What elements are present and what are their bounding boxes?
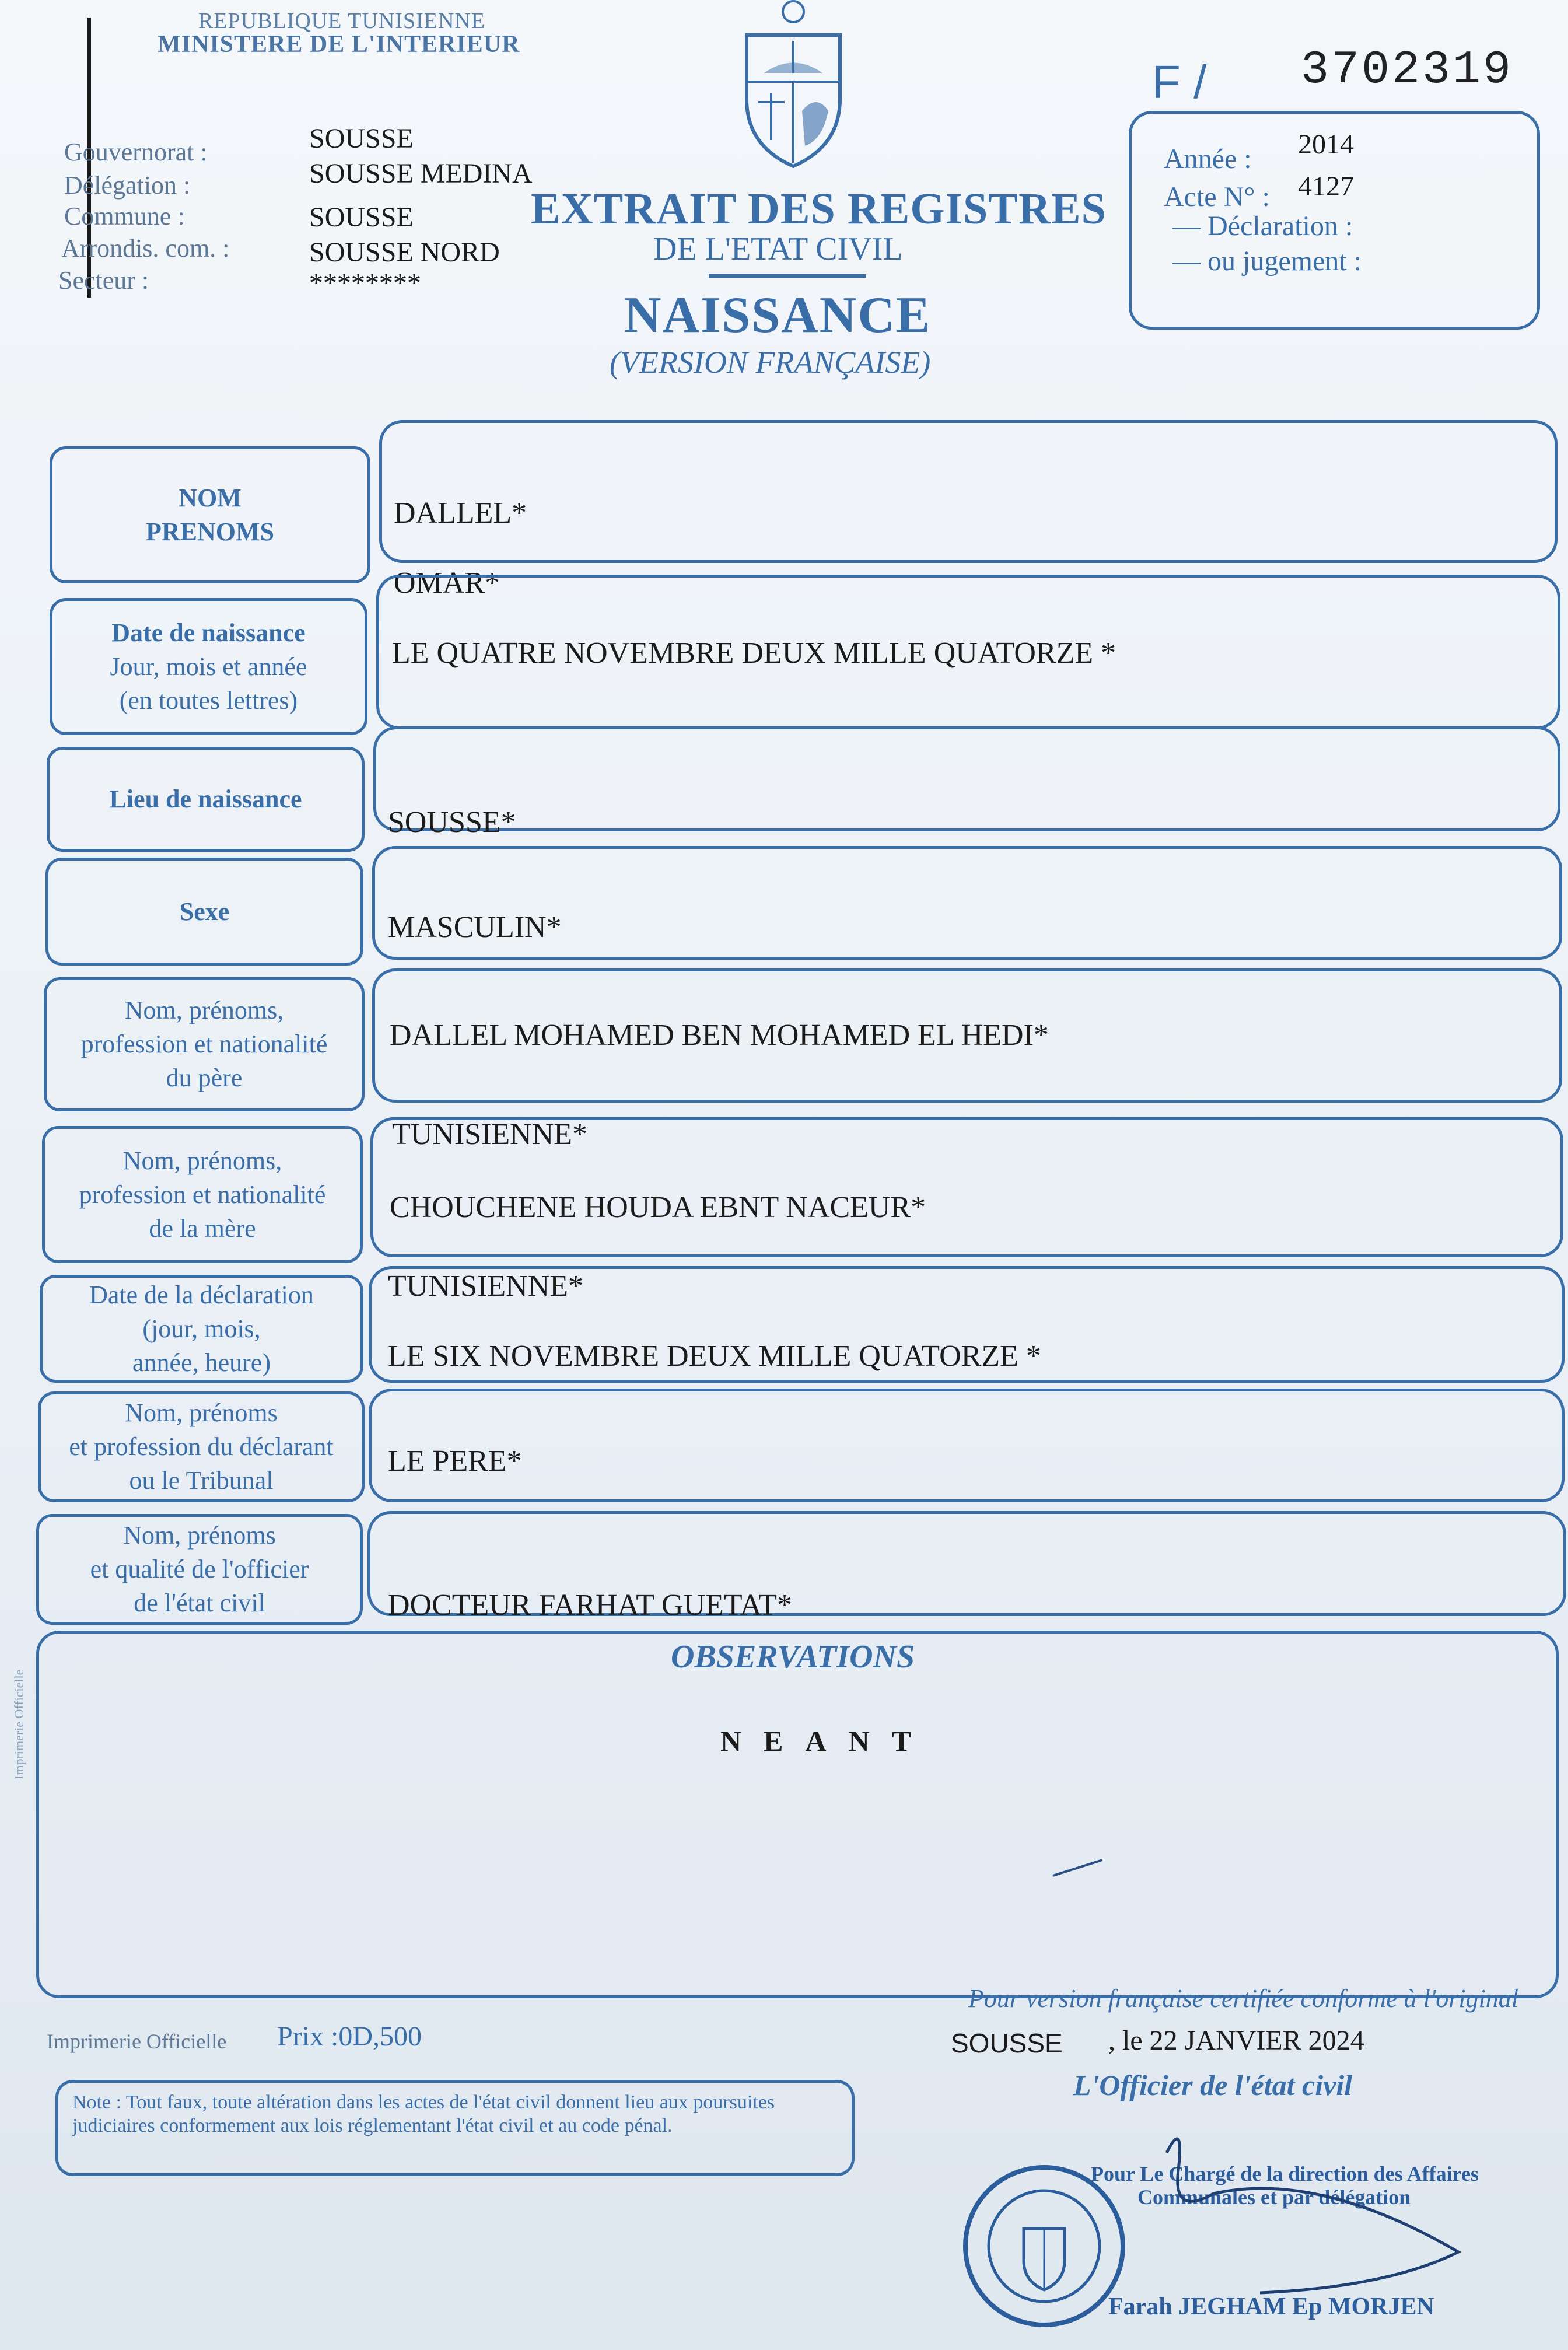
acte-value: 4127: [1298, 171, 1354, 202]
declarant-value: LE PERE*: [388, 1445, 522, 1478]
observations-value: NEANT: [720, 1725, 934, 1757]
arrondissement-label: Arrondis. com. :: [61, 234, 230, 263]
pere-label-2: profession et nationalité: [80, 1030, 328, 1058]
republique-heading: REPUBLIQUE TUNISIENNE: [198, 9, 486, 33]
pen-mark: [1050, 1855, 1108, 1879]
delegation-value: SOUSSE MEDINA: [309, 158, 533, 189]
officier-label-3: de l'état civil: [134, 1589, 265, 1617]
secteur-value: ********: [309, 268, 421, 299]
nom-label-cell: [50, 446, 370, 583]
mere-label-3: de la mère: [149, 1214, 256, 1243]
mere-value: CHOUCHENE HOUDA EBNT NACEUR*: [390, 1191, 926, 1224]
serial-prefix: F /: [1152, 56, 1207, 108]
lieu-value: SOUSSE*: [388, 806, 516, 839]
declaration-label: — Déclaration :: [1172, 211, 1353, 242]
ministere-heading: MINISTERE DE L'INTERIEUR: [158, 31, 520, 58]
observations-title: OBSERVATIONS: [671, 1639, 915, 1675]
commune-value: SOUSSE: [309, 202, 414, 233]
sexe-value: MASCULIN*: [388, 911, 562, 944]
acte-label: Acte N° :: [1164, 181, 1270, 212]
stamp-name: Farah JEGHAM Ep MORJEN: [1108, 2293, 1434, 2320]
issue-place: SOUSSE: [951, 2028, 1063, 2058]
gouvernorat-value: SOUSSE: [309, 123, 414, 154]
officier-value: DOCTEUR FARHAT GUETAT*: [388, 1589, 793, 1622]
annee-value: 2014: [1298, 129, 1354, 160]
prenoms-label: PRENOMS: [146, 517, 274, 546]
annee-label: Année :: [1164, 144, 1252, 174]
tunisia-coat-of-arms-icon: [723, 0, 863, 175]
declaration-label-cell: [40, 1275, 363, 1383]
observations-box: [36, 1631, 1559, 1998]
mere-label-1: Nom, prénoms,: [123, 1146, 282, 1175]
stamp-line-2: Communales et par délégation: [1138, 2185, 1411, 2209]
lieu-value-cell: [373, 726, 1560, 831]
mere-label-2: profession et nationalité: [79, 1180, 326, 1209]
side-imprint: Imprimerie Officielle: [12, 1669, 26, 1779]
imprimerie-label: Imprimerie Officielle: [47, 2030, 227, 2053]
sexe-label-cell: [46, 858, 363, 966]
sexe-label: Sexe: [179, 897, 230, 926]
officier-title: L'Officier de l'état civil: [1073, 2069, 1353, 2101]
gouvernorat-label: Gouvernorat :: [64, 138, 208, 166]
officier-label-1: Nom, prénoms: [123, 1521, 276, 1550]
serial-number: 3702319: [1301, 44, 1514, 97]
prix-label: Prix :0D,500: [277, 2021, 422, 2052]
nom-value: DALLEL*: [394, 496, 527, 530]
date-naissance-sublabel-2: (en toutes lettres): [119, 686, 298, 715]
officier-label-cell: [36, 1514, 363, 1625]
pere-label-cell: [44, 977, 365, 1111]
commune-label: Commune :: [64, 202, 185, 230]
handwritten-signature-icon: [1143, 2118, 1482, 2310]
title-version: (VERSION FRANÇAISE): [610, 345, 931, 380]
pere-nationalite: TUNISIENNE*: [392, 1118, 588, 1151]
date-naissance-value: LE QUATRE NOVEMBRE DEUX MILLE QUATORZE *: [392, 637, 1116, 670]
legal-note: Note : Tout faux, toute altération dans les actes de l'état civil donnent lieu aux poursuites judiciaires conformement aux lois réglementant l'état civil et au code pénal.: [55, 2080, 855, 2176]
lieu-label: Lieu de naissance: [109, 785, 302, 813]
declarant-label-1: Nom, prénoms: [125, 1398, 278, 1427]
mere-nationalite: TUNISIENNE*: [388, 1270, 584, 1303]
arrondissement-value: SOUSSE NORD: [309, 237, 500, 268]
title-etat-civil: DE L'ETAT CIVIL: [653, 231, 903, 267]
mere-value-cell: [370, 1117, 1563, 1257]
officier-label-2: et qualité de l'officier: [90, 1555, 309, 1583]
date-naissance-label-cell: [50, 598, 368, 735]
pere-label-1: Nom, prénoms,: [124, 996, 284, 1024]
pere-label-3: du père: [166, 1064, 243, 1092]
prenom-value: OMAR*: [394, 566, 501, 600]
issue-date: , le 22 JANVIER 2024: [1108, 2025, 1364, 2056]
declarant-label-3: ou le Tribunal: [129, 1466, 274, 1495]
pere-value: DALLEL MOHAMED BEN MOHAMED EL HEDI*: [390, 1019, 1049, 1052]
declaration-date-value: LE SIX NOVEMBRE DEUX MILLE QUATORZE *: [388, 1340, 1041, 1373]
declaration-date-label-3: année, heure): [132, 1348, 271, 1377]
nom-value-cell: [379, 420, 1558, 563]
stamp-line-1: Pour Le Chargé de la direction des Affaires: [1091, 2162, 1479, 2185]
title-naissance: NAISSANCE: [624, 287, 932, 344]
title-underline: [709, 274, 866, 278]
title-extrait: EXTRAIT DES REGISTRES: [531, 184, 1107, 233]
secteur-label: Secteur :: [58, 266, 149, 295]
declarant-label-cell: [38, 1391, 365, 1502]
declaration-date-label-2: (jour, mois,: [142, 1314, 261, 1343]
jugement-label: — ou jugement :: [1172, 246, 1362, 277]
date-naissance-sublabel: Jour, mois et année: [110, 652, 307, 681]
certified-text: Pour version française certifiée conforme à l'original: [968, 1984, 1519, 2013]
declaration-date-label-1: Date de la déclaration: [89, 1280, 314, 1309]
mere-label-cell: [42, 1126, 363, 1263]
declarant-value-cell: [369, 1389, 1564, 1502]
declarant-label-2: et profession du déclarant: [69, 1432, 334, 1461]
lieu-label-cell: [47, 747, 365, 852]
delegation-label: Délégation :: [64, 171, 191, 200]
nom-label: NOM: [178, 483, 242, 512]
date-naissance-label: Date de naissance: [111, 618, 306, 647]
